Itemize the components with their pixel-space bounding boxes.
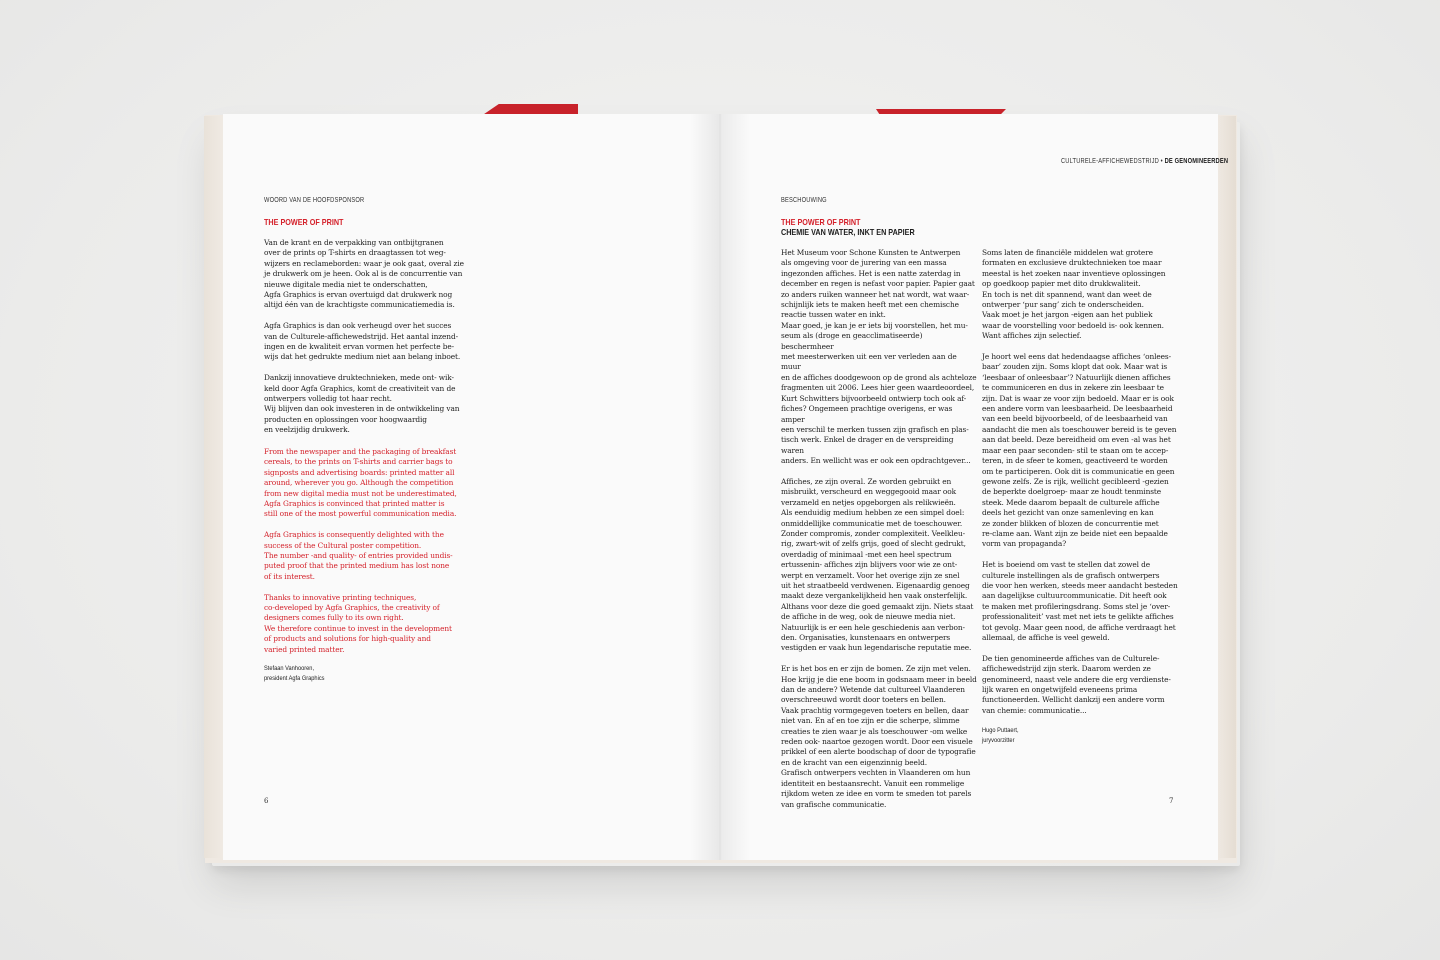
dutch-text-block [264,238,509,446]
paragraph: From the newspaper and the packaging of breakfast cereals, to the prints on T-shirts and carrier bags to signposts and advertising boards: printed matter all around, wherever you go. Although the competition from new digital media must not be underestimated, Agfa Graphics is convinced that printed matter is still one of the most powerful communication media. [264,447,457,519]
page-subheading: CHEMIE VAN WATER, INKT EN PAPIER [781,227,915,237]
paragraph: De tien genomineerde affiches van de Culturele- affichewedstrijd zijn sterk. Daarom werden ze genomineerd, naast vele andere die erg verdienste- lijk waren en ongetwijfeld eveneens prima functioneerden. Wellicht dankzij een andere vorm van chemie: communicatie... [982,653,1171,715]
english-text-block [264,447,509,665]
section-label: WOORD VAN DE HOOFDSPONSOR [264,197,365,204]
page-heading: THE POWER OF PRINT [781,217,861,227]
signature: Hugo Puttaert, juryvoorzitter [982,727,1019,745]
page-number: 6 [264,797,269,805]
paragraph: Van de krant en de verpakking van ontbijtgranen over de prints op T-shirts en draagtassen tot weg- wijzers en reclameborden: waar je ook gaat, overal zie je drukwerk om je heen. Ook al is de concurrentie van nieuwe digitale media niet te onderschatten, Agfa Graphics is ervan overtuigd dat drukwerk nog altijd één van de krachtigste communicatiemedia is. [264,238,464,310]
paragraph: Dankzij innovatieve druktechnieken, mede ont- wik- keld door Agfa Graphics, komt de creativiteit van de ontwerpers volledig tot haar recht. Wij blijven dan ook investeren in de ontwikkeling van producten en oplossingen voor hoogwaardig en veelzijdig drukwerk. [264,373,460,435]
left-page [223,114,720,860]
paragraph: Soms laten de financiële middelen wat grotere formaten en exclusieve druktechnieken toe maar meestal is het zoeken naar inventieve oplossingen op goedkoop papier met dito drukkwaliteit. En toch is net dit spannend, want dan weet de ontwerper ‘pur sang’ zich te onderscheiden. Vaak moet je het jargon -eigen aan het publiek waar de voorstelling voor bedoeld is- ook kennen. Want affiches zijn selectief. [982,248,1166,341]
running-header-text: CULTURELE-AFFICHEWEDSTRIJD • [1061,158,1165,165]
page-heading: THE POWER OF PRINT [264,217,344,227]
paragraph: Er is het bos en er zijn de bomen. Ze zijn met velen. Hoe krijg je die ene boom in godsnaam meer in beeld dan de andere? Wetende dat cultureel Vlaanderen overschreeuwd wordt door toeters en bellen. Vaak prachtig vormgegeven toeters en bellen, daar niet van. En af en toe zijn er die scherpe, slimme creaties te zien waar je als toeschouwer -om welke reden ook- naartoe gezogen wordt. Door een visuele prikkel of een alerte boodschap of door de typografie en de kracht van een eigenzinnig beeld. Grafisch ontwerpers vechten in Vlaanderen om hun identiteit en bestaansrecht. Vanuit een rommelige rijkdom weten ze idee en vorm te smeden tot parels van grafische communicatie. [781,664,977,809]
page-number: 7 [1169,797,1174,805]
signature: Stefaan Vanhooren, president Agfa Graphics [264,665,325,683]
paragraph: Thanks to innovative printing techniques, co-developed by Agfa Graphics, the creativity of designers comes fully to its own right. We therefore continue to invest in the development of products and solutions for high-quality and varied printed matter. [264,592,452,654]
right-page [720,114,1229,860]
section-label: BESCHOUWING [781,197,827,204]
running-header-bold: DE GENOMINEERDEN [1164,158,1229,165]
text-column-1 [781,248,977,820]
running-header [1061,158,1228,165]
paragraph: Affiches, ze zijn overal. Ze worden gebruikt en misbruikt, verscheurd en weggegooid maar ook verzameld en netjes opgeborgen als relikwieën. Als eenduidig medium hebben ze een simpel doel: onmiddellijke communicatie met de toeschouwer. Zonder compromis, zonder complexiteit. Veelkleu- rig, zwart-wit of zelfs grijs, goed of slecht gedrukt, overdadig of minimaal -met een heel spectrum ertussenin- affiches zijn blijvers voor wie ze ont- werpt en verzamelt. Voor het overige zijn ze snel uit het straatbeeld verdwenen. Eigenaardig genoeg maakt deze vergankelijkheid hen vaak onsterfelijk. Althans voor deze die goed gemaakt zijn. Niets staat de affiche in de weg, ook de nieuwe media niet. Natuurlijk is er een hele geschiedenis aan verbon- den. Organisaties, kunstenaars en ontwerpers vestigden er vaak hun legendarische reputatie mee. [781,476,974,653]
paragraph: Agfa Graphics is dan ook verheugd over het succes van de Culturele-affichewedstrijd. Het aantal inzend- ingen en de kwaliteit ervan vormen het perfecte be- wijs dat het gedrukte medium niet aan belang inboet. [264,321,461,362]
paragraph: Je hoort wel eens dat hedendaagse affiches ‘onlees- baar’ zouden zijn. Soms klopt dat ook. Maar wat is ‘leesbaar of onleesbaar’? Natuurlijk dienen affiches te communiceren en dus in zekere zin leesbaar te zijn. Dat is waar ze voor zijn bedoeld. Maar er is ook een andere vorm van leesbaarheid. De leesbaarheid van een beeld bijvoorbeeld, of de leesbaarheid van aandacht die men als toeschouwer bereid is te geven aan dat beeld. Deze bereidheid om even -al was het maar een paar seconden- stil te staan om te accep- teren, in de sfeer te komen, geactiveerd te worden om te participeren. Ook dit is communicatie en geen gewone zelfs. Ze is rijk, wellicht gecibleerd -gezien de beperkte doelgroep- maar ze houdt tenminste steek. Mede daarom bepaalt de culturele affiche deels het gezicht van onze samenleving en kan ze zonder blikken of blozen de concurrentie met re-clame aan. Want zijn ze beide niet een bepaalde vorm van propaganda? [982,352,1177,549]
paragraph: Het Museum voor Schone Kunsten te Antwerpen als omgeving voor de jurering van een massa ingezonden affiches. Het is een natte zaterdag in december en regen is nefast voor papier. Papier gaat zo anders ruiken wanneer het nat wordt, wat waar- schijnlijk iets te maken heeft met een chemische reactie tussen water en inkt. Maar goed, je kan je er iets bij voorstellen, het mu- seum als (droge en geacclimatiseerde) beschermheer met meesterwerken uit een ver verleden aan de muur en de affiches doodgewoon op de grond als achteloze fragmenten uit 2006. Lees hier geen waardeoordeel, Kurt Schwitters bijvoorbeeld ontwierp toch ook af- fiches? Ongemeen prachtige overigens, er was amper een verschil te merken tussen zijn grafisch en plas- tisch werk. Enkel de drager en de verspreiding waren anders. En wellicht was er ook een opdrachtgever... [781,248,977,466]
paragraph: Het is boeiend om vast te stellen dat zowel de culturele instellingen als de grafisch ontwerpers die voor hen werken, steeds meer aandacht besteden aan dagelijkse cultuurcommunicatie. Dit heeft ook te maken met profileringsdrang. Soms stel je ‘over- professionaliteit’ vast met net iets te gelikte affiches tot gevolg. Maar geen nood, de affiche verdraagt het allemaal, de affiche is veel geweld. [982,560,1178,642]
text-column-2 [982,248,1180,727]
paragraph: Agfa Graphics is consequently delighted with the success of the Cultural poster competition. The number -and quality- of entries provided undis- puted proof that the printed medium has lost none of its interest. [264,530,453,581]
